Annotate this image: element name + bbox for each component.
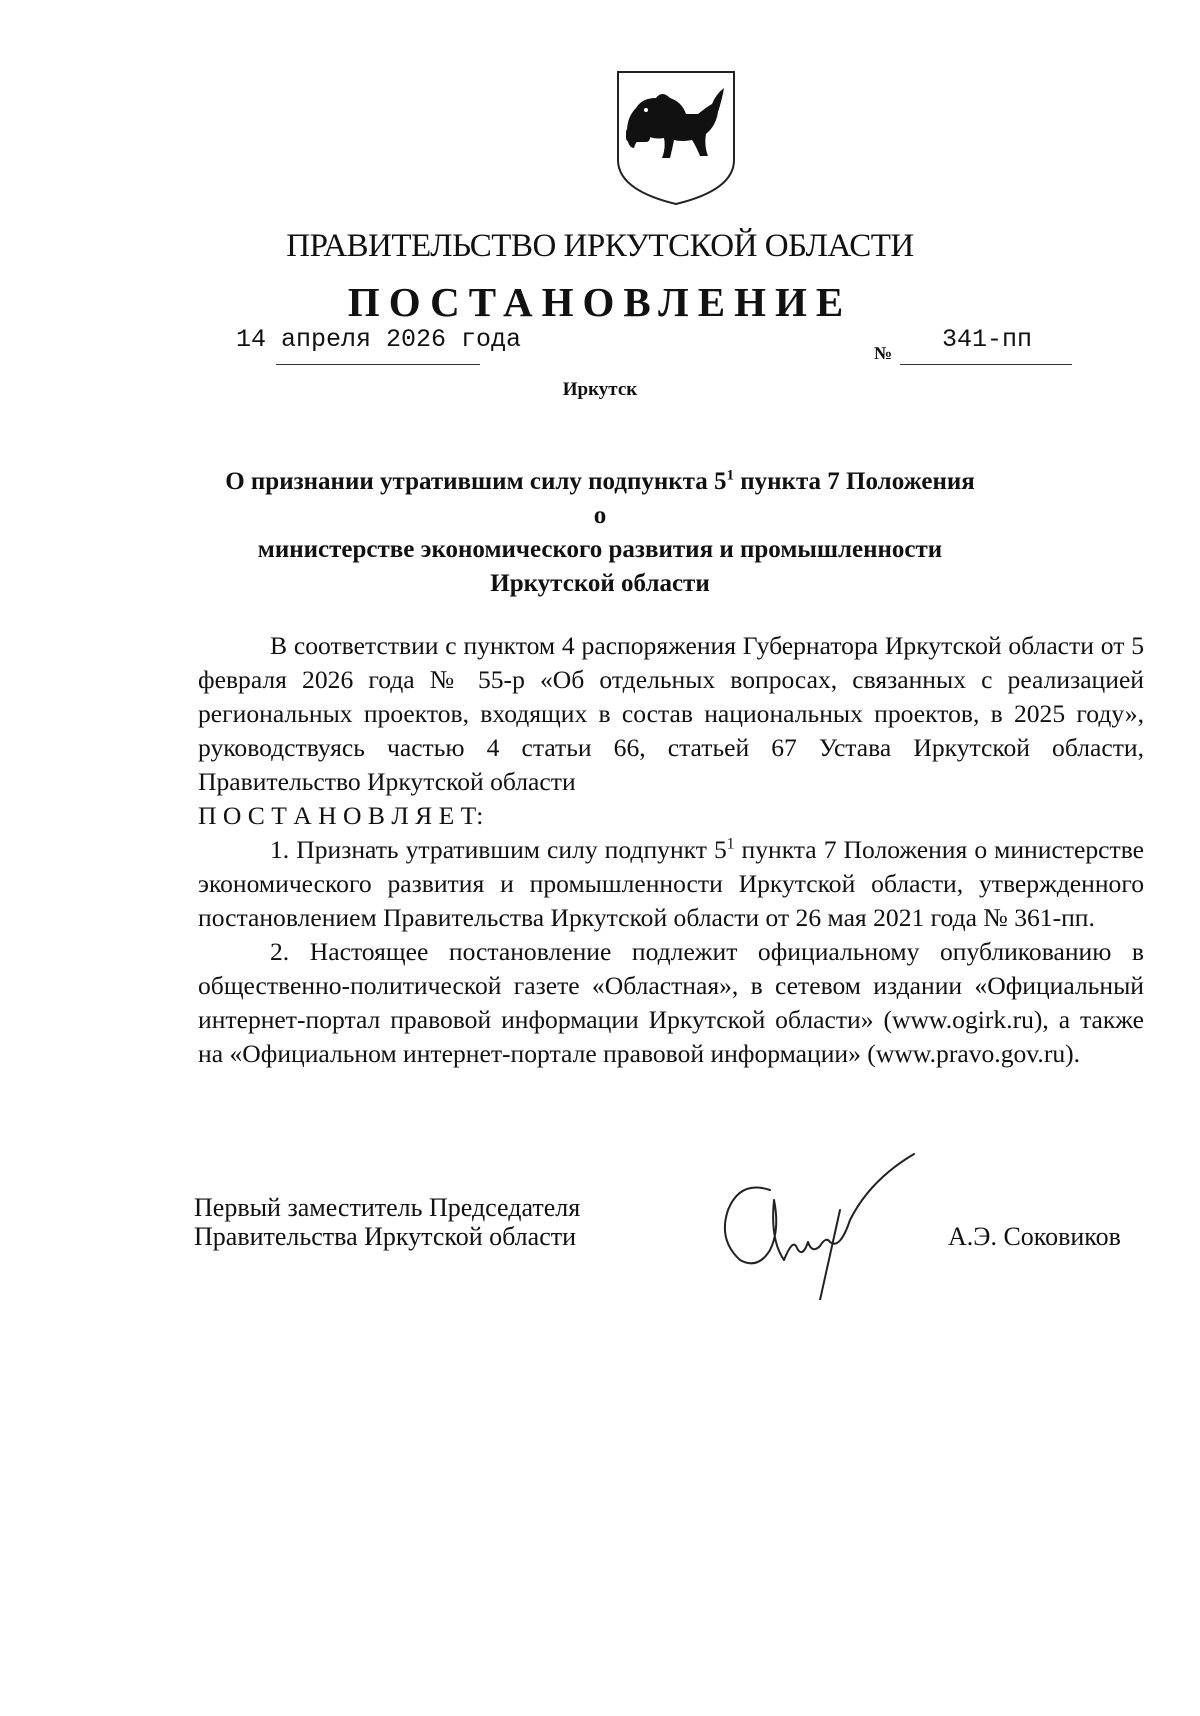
signatory-position-line-2: Правительства Иркутской области — [194, 1222, 577, 1251]
document-number: 341-пп — [942, 325, 1033, 354]
document-date: 14 апреля 2026 года — [236, 325, 522, 354]
coat-of-arms-icon — [612, 68, 740, 208]
document-title — [220, 465, 980, 601]
document-type: ПОСТАНОВЛЕНИЕ — [347, 279, 853, 325]
item-2-paragraph: 2. Настоящее постановление подлежит официальному опубликованию в общественно-политической газете «Областная», в сетевом издании «Официальный интернет-портал правовой информации Иркутской области» (www.ogirk.ru), а также на «Официальном интернет-портале правовой информации» (www.pravo.gov.ru). — [198, 937, 1144, 1068]
signatory-name: А.Э. Соковиков — [948, 1222, 1121, 1251]
resolves-heading: П О С Т А Н О В Л Я Е Т: — [198, 801, 484, 830]
organization-name: ПРАВИТЕЛЬСТВО ИРКУТСКОЙ ОБЛАСТИ — [286, 228, 914, 264]
date-underline — [276, 364, 480, 365]
title-line-3: Иркутской области — [490, 570, 710, 597]
handwritten-signature — [700, 1150, 940, 1300]
signatory-position — [194, 1193, 580, 1251]
document-body — [198, 629, 1144, 1071]
preamble-paragraph: В соответствии с пунктом 4 распоряжения Губернатора Иркутской области от 5 февраля 2026 года № 55-р «Об отдельных вопросах, связанных с реализацией региональных проектов, входящих в состав национальных проектов, в 2025 году», руководствуясь частью 4 статьи 66, статьей 67 Устава Иркутской области, Правительство Иркутской области — [198, 631, 1144, 796]
title-line-1: О признании утратившим силу подпункта $5^1$ пункта 7 Положения о — [225, 467, 975, 529]
number-underline — [900, 364, 1072, 365]
title-line-2: министерстве экономического развития и промышленности — [257, 536, 943, 563]
number-sign: № — [874, 343, 893, 363]
item-1-paragraph: 1. Признать утратившим силу подпункт $5^1$ пункта 7 Положения о министерстве экономического развития и промышленности Иркутской области, утвержденного постановлением Правительства Иркутской области от 26 мая 2021 года № 361-пп. — [198, 835, 1144, 932]
city-name: Иркутск — [562, 379, 638, 400]
signatory-position-line-1: Первый заместитель Председателя — [194, 1193, 581, 1222]
